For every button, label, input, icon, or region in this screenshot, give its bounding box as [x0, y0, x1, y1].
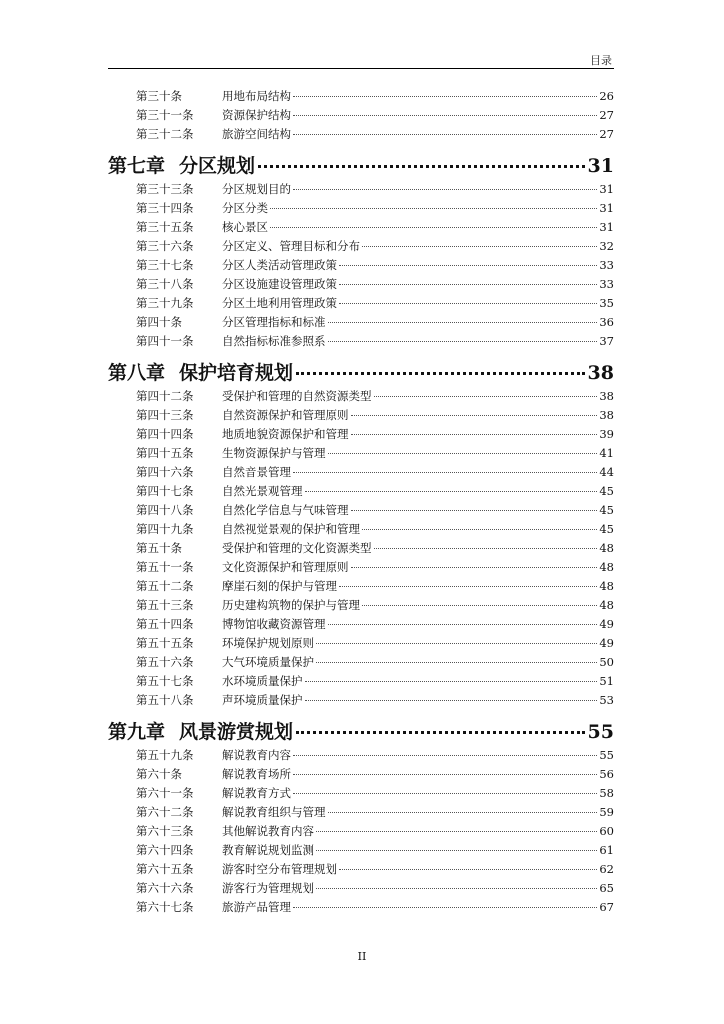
toc-entry-article: 第三十八条 — [136, 277, 194, 291]
toc-entry[interactable] — [108, 823, 614, 842]
toc-entry-page: 45 — [599, 522, 614, 536]
toc-dot-leader — [293, 189, 597, 190]
toc-entry-title: 自然光景观管理 — [222, 484, 303, 498]
toc-entry-title: 游客行为管理规划 — [222, 881, 314, 895]
toc-entry-page: 26 — [599, 89, 614, 103]
toc-entry-article: 第六十二条 — [136, 805, 194, 819]
toc-entry-page: 45 — [599, 503, 614, 517]
toc-entry-article: 第六十七条 — [136, 900, 194, 914]
toc-entry-title: 分区规划目的 — [222, 182, 291, 196]
toc-entry-article: 第五十九条 — [136, 748, 194, 762]
toc-entry-title: 用地布局结构 — [222, 89, 291, 103]
toc-dot-leader — [351, 415, 598, 416]
toc-dot-leader — [339, 586, 597, 587]
toc-entry-title: 环境保护规划原则 — [222, 636, 314, 650]
toc-dot-leader — [316, 850, 597, 851]
chapter-dot-leader — [296, 731, 585, 734]
toc-entry-title: 摩崖石刻的保护与管理 — [222, 579, 337, 593]
toc-entry[interactable] — [108, 861, 614, 880]
toc-entry[interactable] — [108, 559, 614, 578]
toc-dot-leader — [316, 831, 597, 832]
toc-entry-article: 第六十一条 — [136, 786, 194, 800]
toc-entry[interactable] — [108, 597, 614, 616]
toc-entry-title: 教育解说规划监测 — [222, 843, 314, 857]
toc-dot-leader — [328, 322, 598, 323]
toc-entry[interactable] — [108, 692, 614, 711]
toc-entry-title: 其他解说教育内容 — [222, 824, 314, 838]
toc-entry-page: 51 — [599, 674, 614, 688]
chapter-number: 第七章 — [108, 155, 166, 177]
toc-entry-page: 56 — [599, 767, 614, 781]
toc-entry-page: 55 — [599, 748, 614, 762]
toc-dot-leader — [293, 115, 597, 116]
toc-entry-article: 第三十一条 — [136, 108, 194, 122]
toc-entry[interactable] — [108, 766, 614, 785]
toc-entry-article: 第五十四条 — [136, 617, 194, 631]
toc-dot-leader — [305, 700, 598, 701]
toc-dot-leader — [305, 491, 598, 492]
toc-entry[interactable] — [108, 483, 614, 502]
toc-entry-page: 67 — [599, 900, 614, 914]
toc-entry[interactable] — [108, 899, 614, 918]
toc-entry-page: 31 — [599, 201, 614, 215]
toc-entry-article: 第四十二条 — [136, 389, 194, 403]
toc-entry-page: 31 — [599, 220, 614, 234]
toc-entry[interactable] — [108, 276, 614, 295]
toc-entry[interactable] — [108, 578, 614, 597]
toc-entry-title: 自然资源保护和管理原则 — [222, 408, 349, 422]
toc-entry-article: 第三十三条 — [136, 182, 194, 196]
toc-dot-leader — [270, 208, 597, 209]
toc-entry-article: 第五十二条 — [136, 579, 194, 593]
toc-entry[interactable] — [108, 842, 614, 861]
toc-dot-leader — [293, 96, 597, 97]
header-title: 目录 — [590, 54, 612, 67]
toc-dot-leader — [293, 472, 597, 473]
chapter-dot-leader — [296, 372, 585, 375]
toc-entry[interactable] — [108, 747, 614, 766]
toc-entry-title: 旅游产品管理 — [222, 900, 291, 914]
toc-entry-title: 声环境质量保护 — [222, 693, 303, 707]
toc-entry[interactable] — [108, 257, 614, 276]
toc-entry-article: 第四十一条 — [136, 334, 194, 348]
toc-entry-article: 第六十六条 — [136, 881, 194, 895]
toc-entry[interactable] — [108, 388, 614, 407]
toc-entry-title: 博物馆收藏资源管理 — [222, 617, 326, 631]
toc-entry[interactable] — [108, 200, 614, 219]
toc-entry-title: 生物资源保护与管理 — [222, 446, 326, 460]
toc-entry-article: 第三十六条 — [136, 239, 194, 253]
toc-entry[interactable] — [108, 521, 614, 540]
toc-entry-page: 60 — [599, 824, 614, 838]
toc-entry[interactable] — [108, 107, 614, 126]
toc-entry-title: 分区人类活动管理政策 — [222, 258, 337, 272]
toc-entry-title: 资源保护结构 — [222, 108, 291, 122]
toc-entry-page: 39 — [599, 427, 614, 441]
toc-dot-leader — [339, 265, 597, 266]
toc-entry[interactable] — [108, 407, 614, 426]
toc-entry-article: 第五十五条 — [136, 636, 194, 650]
toc-entry-article: 第五十六条 — [136, 655, 194, 669]
toc-entry[interactable] — [108, 673, 614, 692]
toc-entry-title: 受保护和管理的文化资源类型 — [222, 541, 372, 555]
toc-entry[interactable] — [108, 238, 614, 257]
toc-entry[interactable] — [108, 126, 614, 145]
toc-dot-leader — [328, 624, 598, 625]
toc-entry-article: 第四十五条 — [136, 446, 194, 460]
toc-entry-title: 解说教育内容 — [222, 748, 291, 762]
toc-entry-page: 48 — [599, 598, 614, 612]
toc-dot-leader — [339, 303, 597, 304]
toc-entry-title: 受保护和管理的自然资源类型 — [222, 389, 372, 403]
chapter-title: 分区规划 — [179, 155, 256, 177]
toc-chapter-heading[interactable] — [108, 145, 614, 181]
toc-dot-leader — [316, 643, 597, 644]
header-rule — [108, 68, 614, 69]
toc-entry-article: 第三十七条 — [136, 258, 194, 272]
toc-entry-article: 第四十三条 — [136, 408, 194, 422]
toc-entry-page: 37 — [599, 334, 614, 348]
toc-entry-article: 第五十三条 — [136, 598, 194, 612]
toc-entry[interactable] — [108, 426, 614, 445]
toc-entry-article: 第四十四条 — [136, 427, 194, 441]
toc-entry-page: 49 — [599, 617, 614, 631]
toc-entry-article: 第五十一条 — [136, 560, 194, 574]
toc-entry-title: 解说教育组织与管理 — [222, 805, 326, 819]
toc-entry-title: 文化资源保护和管理原则 — [222, 560, 349, 574]
toc-entry-title: 核心景区 — [222, 220, 268, 234]
toc-entry-article: 第六十四条 — [136, 843, 194, 857]
toc-entry[interactable] — [108, 445, 614, 464]
toc-entry[interactable] — [108, 181, 614, 200]
chapter-number: 第九章 — [108, 721, 166, 743]
toc-entry[interactable] — [108, 785, 614, 804]
toc-entry-page: 36 — [599, 315, 614, 329]
toc-entry[interactable] — [108, 295, 614, 314]
toc-entry-article: 第三十四条 — [136, 201, 194, 215]
toc-entry-title: 分区定义、管理目标和分布 — [222, 239, 360, 253]
toc-entry-title: 水环境质量保护 — [222, 674, 303, 688]
toc-entry-title: 自然视觉景观的保护和管理 — [222, 522, 360, 536]
toc-entry-page: 65 — [599, 881, 614, 895]
toc-entry-page: 58 — [599, 786, 614, 800]
toc-entry-page: 27 — [599, 127, 614, 141]
toc-entry-article: 第三十九条 — [136, 296, 194, 310]
toc-entry-page: 50 — [599, 655, 614, 669]
toc-entry[interactable] — [108, 804, 614, 823]
toc-dot-leader — [374, 396, 598, 397]
toc-entry[interactable] — [108, 314, 614, 333]
toc-entry-page: 61 — [599, 843, 614, 857]
chapter-title: 风景游赏规划 — [179, 721, 294, 743]
table-of-contents — [108, 88, 614, 918]
toc-entry-page: 48 — [599, 579, 614, 593]
chapter-page: 55 — [587, 721, 614, 743]
toc-entry-page: 33 — [599, 277, 614, 291]
toc-entry-title: 地质地貌资源保护和管理 — [222, 427, 349, 441]
chapter-page: 38 — [587, 362, 614, 384]
toc-entry-page: 32 — [599, 239, 614, 253]
toc-entry-title: 自然化学信息与气味管理 — [222, 503, 349, 517]
toc-dot-leader — [362, 246, 597, 247]
toc-entry-article: 第四十六条 — [136, 465, 194, 479]
toc-entry-title: 历史建构筑物的保护与管理 — [222, 598, 360, 612]
toc-chapter-heading[interactable] — [108, 711, 614, 747]
toc-entry[interactable] — [108, 464, 614, 483]
toc-dot-leader — [316, 888, 597, 889]
toc-dot-leader — [362, 605, 597, 606]
toc-entry-page: 53 — [599, 693, 614, 707]
toc-entry-page: 27 — [599, 108, 614, 122]
toc-entry[interactable] — [108, 880, 614, 899]
toc-entry-page: 49 — [599, 636, 614, 650]
chapter-page: 31 — [587, 155, 614, 177]
toc-dot-leader — [293, 774, 597, 775]
toc-entry[interactable] — [108, 333, 614, 352]
toc-chapter-heading[interactable] — [108, 352, 614, 388]
toc-entry-page: 35 — [599, 296, 614, 310]
toc-entry-article: 第四十八条 — [136, 503, 194, 517]
toc-entry[interactable] — [108, 654, 614, 673]
toc-entry[interactable] — [108, 502, 614, 521]
toc-dot-leader — [328, 453, 598, 454]
toc-dot-leader — [293, 755, 597, 756]
toc-entry-article: 第六十条 — [136, 767, 182, 781]
toc-entry[interactable] — [108, 616, 614, 635]
toc-dot-leader — [305, 681, 598, 682]
toc-entry-article: 第六十五条 — [136, 862, 194, 876]
toc-entry-page: 48 — [599, 560, 614, 574]
toc-entry-title: 旅游空间结构 — [222, 127, 291, 141]
toc-entry-article: 第三十五条 — [136, 220, 194, 234]
toc-entry-title: 游客时空分布管理规划 — [222, 862, 337, 876]
chapter-number: 第八章 — [108, 362, 166, 384]
toc-entry-page: 45 — [599, 484, 614, 498]
toc-dot-leader — [270, 227, 597, 228]
footer-page-number: II — [357, 950, 367, 963]
toc-entry-page: 44 — [599, 465, 614, 479]
toc-entry-article: 第三十条 — [136, 89, 182, 103]
toc-entry-article: 第六十三条 — [136, 824, 194, 838]
toc-entry-title: 分区设施建设管理政策 — [222, 277, 337, 291]
toc-entry[interactable] — [108, 88, 614, 107]
toc-entry-article: 第四十九条 — [136, 522, 194, 536]
toc-dot-leader — [362, 529, 597, 530]
toc-entry-article: 第三十二条 — [136, 127, 194, 141]
toc-entry-page: 31 — [599, 182, 614, 196]
toc-dot-leader — [293, 793, 597, 794]
chapter-title: 保护培育规划 — [179, 362, 294, 384]
toc-entry[interactable] — [108, 219, 614, 238]
toc-entry-page: 41 — [599, 446, 614, 460]
toc-entry-title: 解说教育方式 — [222, 786, 291, 800]
chapter-dot-leader — [258, 165, 585, 168]
toc-dot-leader — [351, 510, 598, 511]
toc-entry-page: 38 — [599, 408, 614, 422]
toc-entry-page: 62 — [599, 862, 614, 876]
toc-entry-title: 分区管理指标和标准 — [222, 315, 326, 329]
toc-entry-title: 分区土地利用管理政策 — [222, 296, 337, 310]
toc-entry-title: 自然音景管理 — [222, 465, 291, 479]
toc-entry-article: 第五十七条 — [136, 674, 194, 688]
toc-entry-article: 第四十七条 — [136, 484, 194, 498]
toc-entry-article: 第四十条 — [136, 315, 182, 329]
toc-entry-page: 59 — [599, 805, 614, 819]
toc-entry-title: 自然指标标准参照系 — [222, 334, 326, 348]
toc-entry[interactable] — [108, 540, 614, 559]
toc-entry-title: 解说教育场所 — [222, 767, 291, 781]
toc-entry-title: 大气环境质量保护 — [222, 655, 314, 669]
toc-dot-leader — [351, 434, 598, 435]
toc-entry-page: 48 — [599, 541, 614, 555]
toc-dot-leader — [351, 567, 598, 568]
toc-entry-article: 第五十条 — [136, 541, 182, 555]
toc-dot-leader — [339, 284, 597, 285]
toc-dot-leader — [374, 548, 598, 549]
toc-dot-leader — [328, 812, 598, 813]
toc-dot-leader — [339, 869, 597, 870]
toc-entry-page: 33 — [599, 258, 614, 272]
toc-entry[interactable] — [108, 635, 614, 654]
toc-dot-leader — [328, 341, 598, 342]
toc-entry-article: 第五十八条 — [136, 693, 194, 707]
toc-entry-page: 38 — [599, 389, 614, 403]
toc-dot-leader — [293, 134, 597, 135]
toc-dot-leader — [293, 907, 597, 908]
toc-entry-title: 分区分类 — [222, 201, 268, 215]
toc-dot-leader — [316, 662, 597, 663]
